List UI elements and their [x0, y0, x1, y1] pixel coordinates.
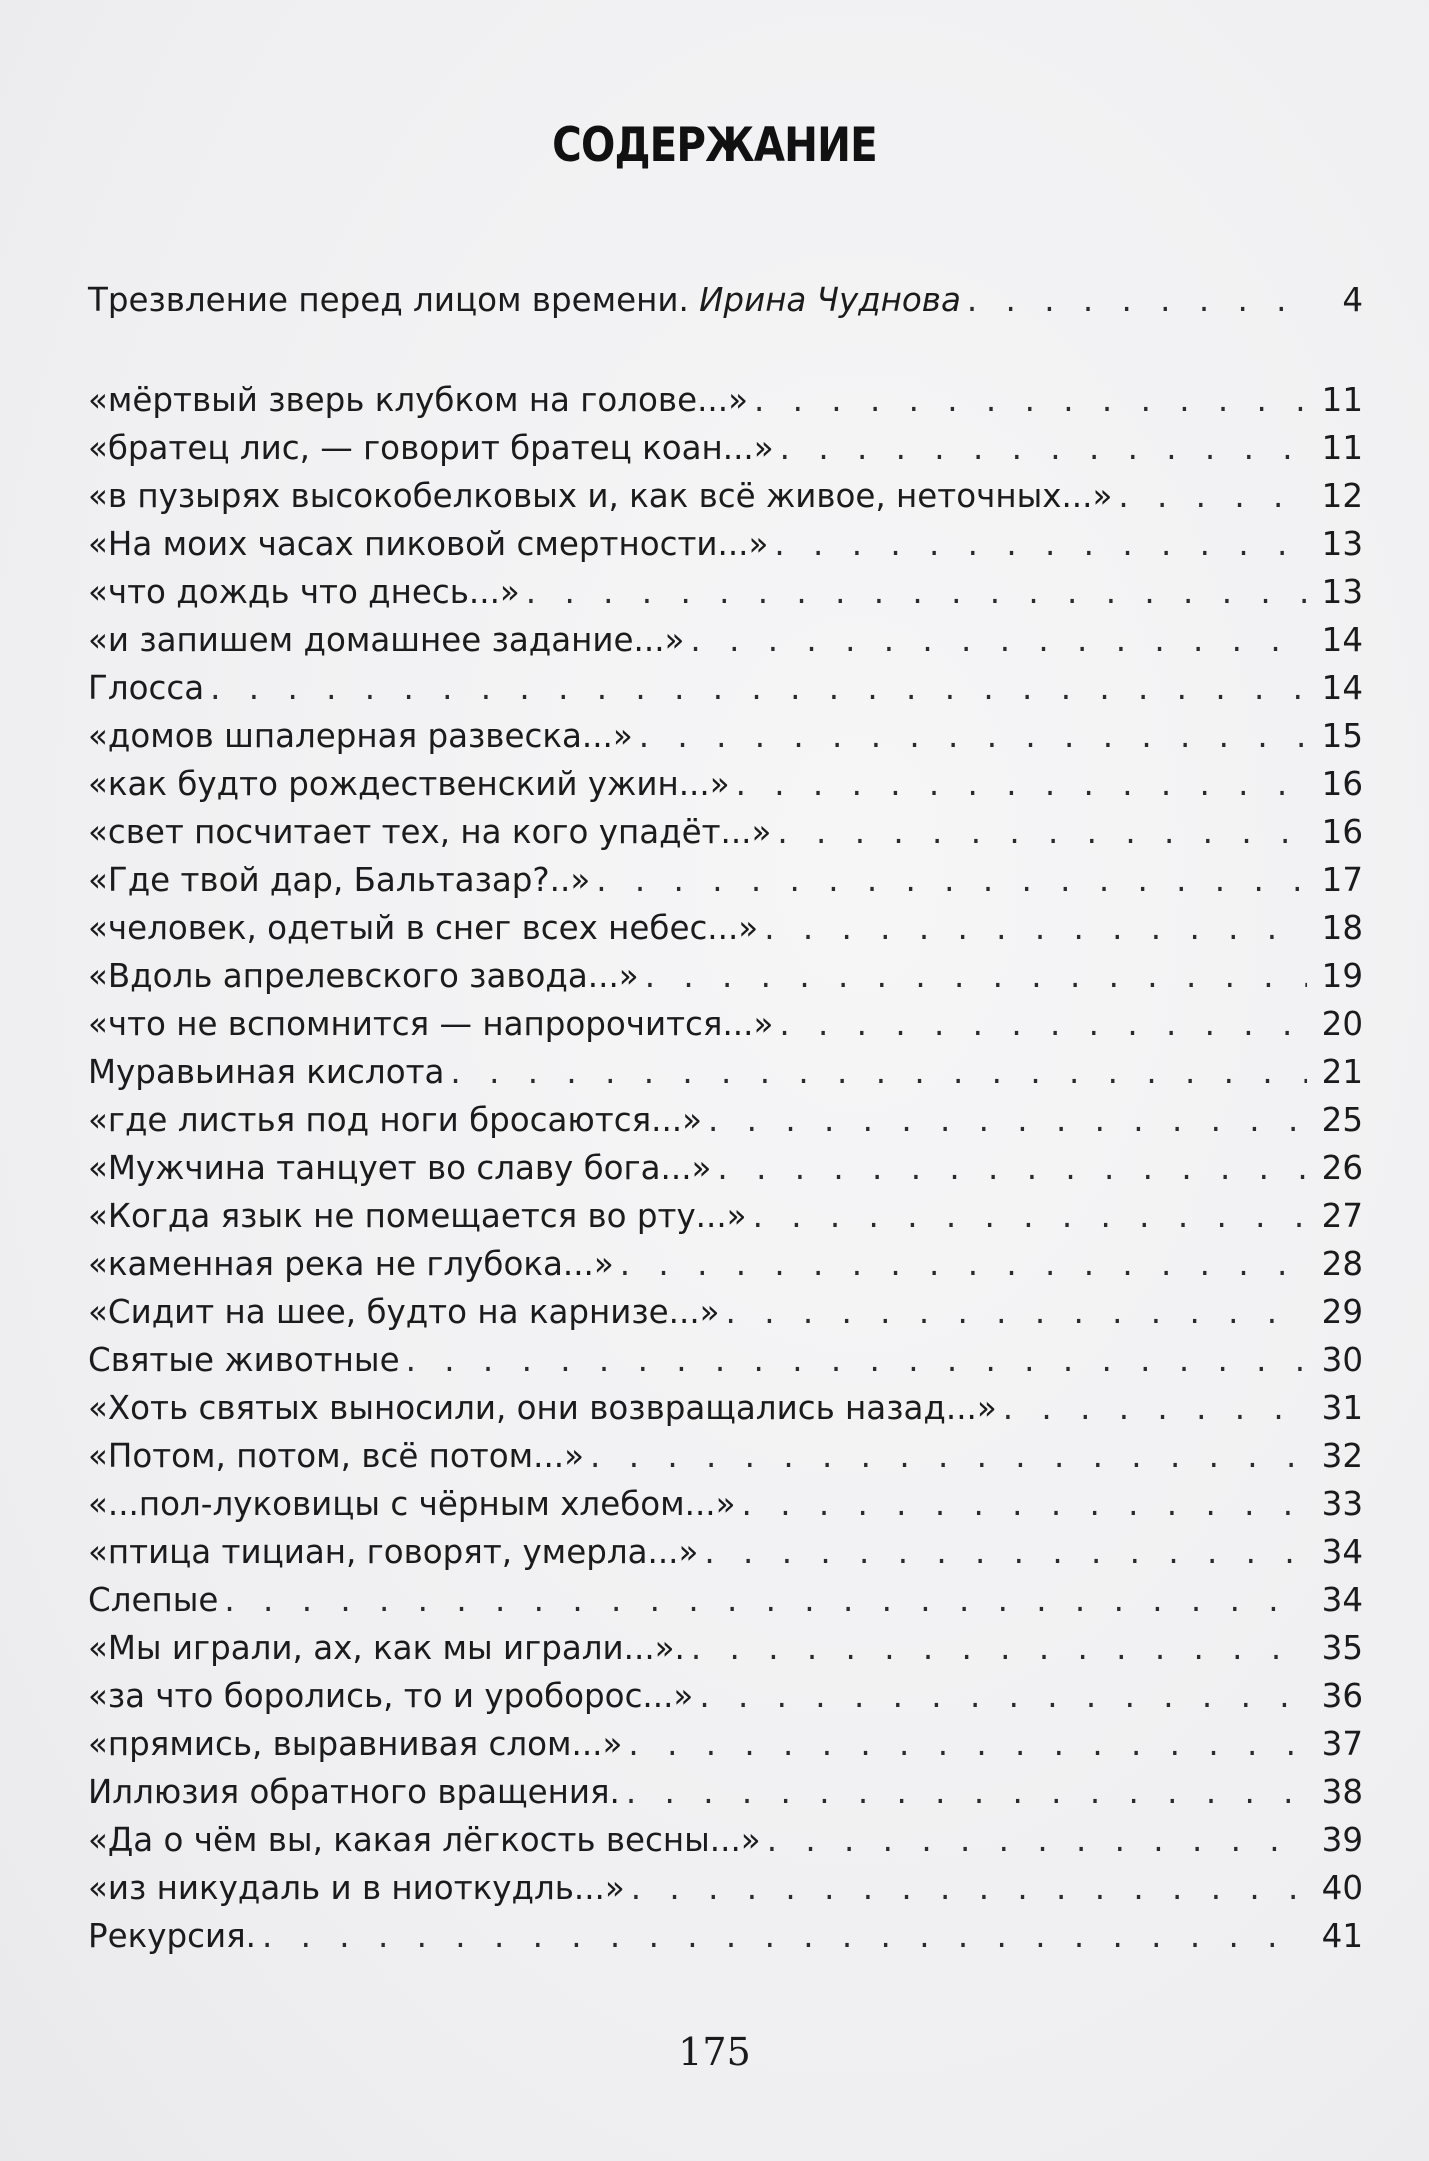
toc-entry-page: 29 [1321, 1293, 1363, 1331]
dot-leader [726, 1290, 1307, 1334]
toc-entry-title: «и запишем домашнее задание...» [88, 621, 685, 659]
toc-entry [88, 378, 1363, 422]
toc-entry-page: 27 [1321, 1197, 1363, 1235]
dot-leader [967, 278, 1307, 322]
toc-entry-title: Слепые [88, 1581, 219, 1619]
toc-entry-page: 30 [1321, 1341, 1363, 1379]
toc-entry-page: 37 [1321, 1725, 1363, 1763]
dot-leader [639, 714, 1307, 758]
toc-entry [88, 1530, 1363, 1574]
toc-entry-page: 14 [1321, 621, 1363, 659]
toc-entry [88, 714, 1363, 758]
toc-entry-title: «из никудаль и в ниоткудль...» [88, 1869, 625, 1907]
toc-entry-title: «прямись, выравнивая слом...» [88, 1725, 623, 1763]
toc-entry [88, 1338, 1363, 1382]
toc-entry-page: 15 [1321, 717, 1363, 755]
toc-entry-title: «каменная река не глубока...» [88, 1245, 614, 1283]
toc-entry-title: Глосса [88, 669, 205, 707]
toc-entry-title: «что дождь что днесь...» [88, 573, 520, 611]
page-title: СОДЕРЖАНИЕ [552, 118, 877, 173]
dot-leader [690, 618, 1307, 662]
dot-leader [224, 1578, 1307, 1622]
toc-entry-title: «Вдоль апрелевского завода...» [88, 957, 639, 995]
toc-entry-title: Муравьиная кислота [88, 1053, 445, 1091]
dot-leader [774, 522, 1307, 566]
toc-entry-page: 14 [1321, 669, 1363, 707]
toc-entry [88, 1674, 1363, 1718]
toc-entry-page: 13 [1321, 525, 1363, 563]
toc-entry-title: «Да о чём вы, какая лёгкость весны...» [88, 1821, 761, 1859]
dot-leader [777, 810, 1307, 854]
toc-entry-page: 25 [1321, 1101, 1363, 1139]
dot-leader [645, 954, 1307, 998]
toc-entry [88, 1434, 1363, 1478]
toc-entry-title: «братец лис, — говорит братец коан...» [88, 429, 774, 467]
toc-entry-page: 38 [1321, 1773, 1363, 1811]
toc-entry-title: «Сидит на шее, будто на карнизе...» [88, 1293, 720, 1331]
toc-entry-page: 20 [1321, 1005, 1363, 1043]
dot-leader [626, 1770, 1307, 1814]
toc-entry-title: Трезвление перед лицом времени. Ирина Чуднова [88, 281, 961, 319]
toc-entry-page: 32 [1321, 1437, 1363, 1475]
toc-entry [88, 1194, 1363, 1238]
toc-entry [88, 1098, 1363, 1142]
toc-entry-page: 4 [1342, 281, 1363, 319]
toc-entry [88, 1818, 1363, 1862]
toc-entry [88, 618, 1363, 662]
toc-entry-title: «как будто рождественский ужин...» [88, 765, 730, 803]
toc-entry-page: 26 [1321, 1149, 1363, 1187]
toc-entry-page: 21 [1321, 1053, 1363, 1091]
dot-leader [704, 1530, 1307, 1574]
dot-leader [717, 1146, 1307, 1190]
toc-entry-title: «...пол-луковицы с чёрным хлебом...» [88, 1485, 736, 1523]
dot-leader [262, 1914, 1307, 1958]
dot-leader [450, 1050, 1307, 1094]
toc-entry-page: 16 [1321, 813, 1363, 851]
toc-entry [88, 1002, 1363, 1046]
toc-entry-title: «домов шпалерная развеска...» [88, 717, 633, 755]
toc-entry-title: «свет посчитает тех, на кого упадёт...» [88, 813, 772, 851]
dot-leader [780, 426, 1307, 470]
toc-entry-title: «где листья под ноги бросаются...» [88, 1101, 703, 1139]
dot-leader [1118, 474, 1307, 518]
toc-entry [88, 1914, 1363, 1958]
dot-leader [590, 1434, 1307, 1478]
dot-leader [742, 1482, 1307, 1526]
toc-entry-page: 16 [1321, 765, 1363, 803]
toc-entry-title: «за что боролись, то и уроборос...» [88, 1677, 694, 1715]
toc-entry [88, 858, 1363, 902]
dot-leader [406, 1338, 1307, 1382]
toc-entry [88, 1290, 1363, 1334]
toc-entry [88, 1146, 1363, 1190]
toc-entry-title: «Когда язык не помещается во рту...» [88, 1197, 747, 1235]
dot-leader [754, 378, 1307, 422]
dot-leader [526, 570, 1307, 614]
dot-leader [628, 1722, 1307, 1766]
dot-leader [1003, 1386, 1307, 1430]
toc-entry [88, 762, 1363, 806]
toc-entry-page: 19 [1321, 957, 1363, 995]
toc-entry-title: «птица тициан, говорят, умерла...» [88, 1533, 699, 1571]
toc-entry-title: «Хоть святых выносили, они возвращались назад...» [88, 1389, 997, 1427]
toc-entry [88, 1386, 1363, 1430]
toc-entry-title: «Потом, потом, всё потом...» [88, 1437, 585, 1475]
toc-entry [88, 474, 1363, 518]
dot-leader [764, 906, 1307, 950]
toc-entry-page: 36 [1321, 1677, 1363, 1715]
toc-entry [88, 1050, 1363, 1094]
toc-entry [88, 954, 1363, 998]
toc-entry-title: «Мы играли, ах, как мы играли...». [88, 1629, 685, 1667]
dot-leader [753, 1194, 1307, 1238]
toc-entry [88, 1578, 1363, 1622]
toc-entry-page: 40 [1321, 1869, 1363, 1907]
toc-entry [88, 570, 1363, 614]
toc-entry-page: 34 [1321, 1533, 1363, 1571]
toc-entry-title: «Где твой дар, Бальтазар?..» [88, 861, 591, 899]
dot-leader [779, 1002, 1307, 1046]
dot-leader [708, 1098, 1307, 1142]
toc-entry-page: 41 [1321, 1917, 1363, 1955]
toc-entry-page: 35 [1321, 1629, 1363, 1667]
toc-entry-title: «человек, одетый в снег всех небес...» [88, 909, 759, 947]
toc-entry [88, 1482, 1363, 1526]
toc-entry-title: Иллюзия обратного вращения. [88, 1773, 620, 1811]
dot-leader [736, 762, 1307, 806]
toc-entry [88, 1770, 1363, 1814]
dot-leader [210, 666, 1307, 710]
toc-entry-title: «На моих часах пиковой смертности...» [88, 525, 769, 563]
dot-leader [620, 1242, 1307, 1286]
toc-entry [88, 1626, 1363, 1670]
dot-leader [699, 1674, 1307, 1718]
dot-leader [767, 1818, 1307, 1862]
page-number: 175 [678, 2030, 751, 2074]
toc-entry-title: Рекурсия. [88, 1917, 256, 1955]
toc-entry-title: «в пузырях высокобелковых и, как всё живое, неточных...» [88, 477, 1113, 515]
toc-entry-page: 31 [1321, 1389, 1363, 1427]
toc-entry [88, 522, 1363, 566]
toc-entry-page: 11 [1321, 429, 1363, 467]
toc-entry-page: 33 [1321, 1485, 1363, 1523]
toc-entry [88, 666, 1363, 710]
toc-entry-page: 18 [1321, 909, 1363, 947]
toc-entry-title: Святые животные [88, 1341, 400, 1379]
toc-entry-page: 17 [1321, 861, 1363, 899]
toc-entry-page: 39 [1321, 1821, 1363, 1859]
toc-entry [88, 1722, 1363, 1766]
toc-entry [88, 810, 1363, 854]
toc-entry-page: 11 [1321, 381, 1363, 419]
dot-leader [631, 1866, 1307, 1910]
dot-leader [596, 858, 1307, 902]
toc-entry-title: «мёртвый зверь клубком на голове...» [88, 381, 748, 419]
toc-entry-title: «Мужчина танцует во славу бога...» [88, 1149, 712, 1187]
toc-entry [88, 426, 1363, 470]
toc-entry-page: 34 [1321, 1581, 1363, 1619]
toc-entry-page: 13 [1321, 573, 1363, 611]
toc-entry [88, 1866, 1363, 1910]
toc-entry [88, 906, 1363, 950]
dot-leader [691, 1626, 1307, 1670]
toc-entry [88, 278, 1363, 322]
toc-entry-page: 28 [1321, 1245, 1363, 1283]
toc-entry-title: «что не вспомнится — напророчится...» [88, 1005, 774, 1043]
toc-entry [88, 1242, 1363, 1286]
toc-entry-author: Ирина Чуднова [699, 281, 961, 319]
toc-entry-page: 12 [1321, 477, 1363, 515]
